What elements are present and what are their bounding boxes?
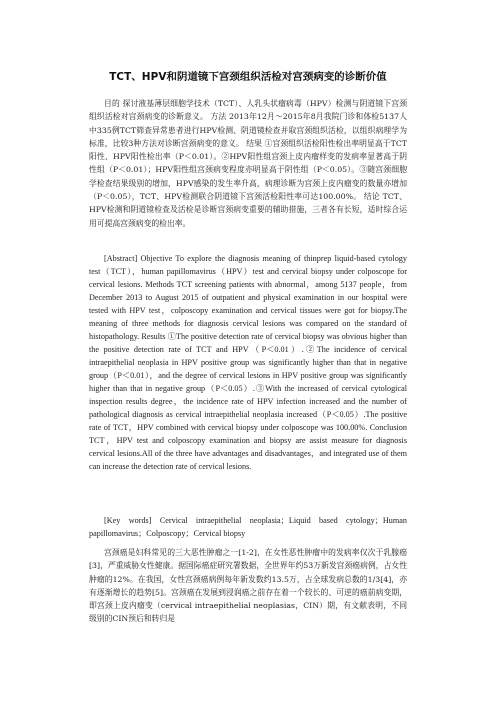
english-abstract: [Abstract] Objective To explore the diagnosis meaning of thinprep liquid-based cytology test（TCT），human papillomavirus（HPV）test and cervical biopsy under colposcope for cervical lesions. Methods TCT screening patients with abnormal，among 5137 people，from December 2013 to August 2015 of outpatient and physical examination in our hospital were tested with HPV test，colposcopy examination and cervical tissues were got for biopsy.The meaning of three methods for diagnosis cervical lesions was compared on the standard of histopathology. Results ①The positive detection rate of cervical biopsy was obvious higher than the positive detection rate of TCT and HPV（P＜0.01）.②The incidence of cervical intraepithelial neoplasia in HPV positive group was significantly higher than that in negative group（P＜0.01），and the degree of cervical lesions in HPV positive group was significantly higher than that in negative group（P＜0.05）.③With the increased of cervical cytological inspection results degree，the incidence rate of HPV infection increased and the number of pathological diagnosis as cervical intraepithelial neoplasia increased（P＜0.05）.The positive rate of TCT，HPV combined with cervical biopsy under colposcope was 100.00%. Conclusion TCT，HPV test and colposcopy examination and biopsy are assist measure for diagnosis cervical lesions.All of the three have advantages and disadvantages，and integrated use of them can increase the detection rate of cervical lesions. xyxy=(89,254,407,471)
body-paragraph: 宫颈癌是妇科常见的三大恶性肿瘤之一[1-2]，在女性恶性肿瘤中的发病率仅次于乳腺癌[3]，严重威胁女性健康。据国际癌症研究署数据，全世界年约53万新发宫颈癌病例，占女性肿瘤的12%。在我国，女性宫颈癌病例每年新发数约13.5万，占全球发病总数的1/3[4]，亦有逐渐增长的趋势[5]。宫颈癌在发展到浸润癌之前存在着一个较长的、可逆的癌前病变期，即宫颈上皮内瘤变（cervical intraepithelial neoplasias，CIN）期，有文献表明，不同级别的CIN预后和转归是 xyxy=(89,548,407,624)
chinese-abstract: 目的 探讨液基薄层细胞学技术（TCT）、人乳头状瘤病毒（HPV）检测与阴道镜下宫颈组织活检对宫颈病变的诊断意义。 方法 2013年12月～2015年8月我院门诊和体检5137人中335例TCT筛查异常患者进行HPV检测、阴道镜检查并取宫颈组织活检，以组织病理学为标准，比较3种方法对诊断宫颈病变的意义。 结果 ①宫颈组织活检阳性检出率明显高于TCT阳性、HPV阳性检出率（P＜0.01）。②HPV阳性组宫颈上皮内瘤样变的发病率显著高于阴性组（P＜0.01）；HPV阳性组宫颈病变程度亦明显高于阴性组（P＜0.05）。③随宫颈细胞学检查结果级别的增加，HPV感染的发生率升高，病理诊断为宫颈上皮内瘤变的数量亦增加（P＜0.05），TCT、HPV检测联合阴道镜下宫颈活检阳性率可达100.00%。 结论 TCT、HPV检测和阴道镜检查及活检是诊断宫颈病变重要的辅助措施，三者各有长短，适时综合运用可提高宫颈病变的检出率。 xyxy=(89,99,407,228)
keywords: [Key words] Cervical intraepithelial neoplasia；Liquid based cytology；Human papillomavirus；Colposcopy；Cervical biopsy xyxy=(89,516,407,538)
paper-title: TCT、HPV和阴道镜下宫颈组织活检对宫颈病变的诊断价值 xyxy=(109,71,387,83)
